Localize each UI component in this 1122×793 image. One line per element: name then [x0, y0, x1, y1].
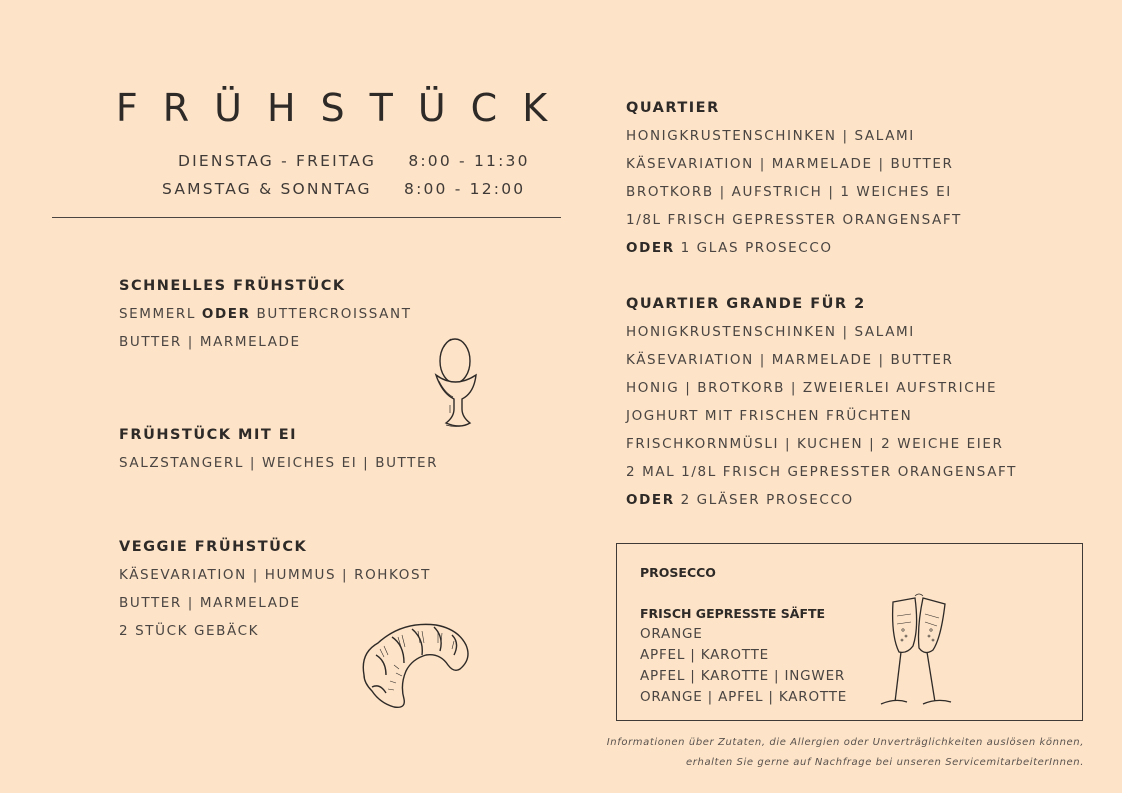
juice-item: ORANGE | APFEL | KAROTTE	[640, 689, 848, 705]
menu-line: HONIGKRUSTENSCHINKEN | SALAMI	[626, 324, 915, 340]
menu-line: BUTTER | MARMELADE	[119, 334, 301, 350]
menu-line: KÄSEVARIATION | MARMELADE | BUTTER	[626, 352, 954, 368]
section-heading: FRÜHSTÜCK MIT EI	[119, 427, 298, 443]
section-quartier-grande	[626, 296, 1017, 514]
section-schnelles-fruehstueck	[119, 278, 412, 356]
hours-days: DIENSTAG - FREITAG	[178, 152, 377, 170]
hours-days: SAMSTAG & SONNTAG	[162, 180, 372, 198]
hours-row	[162, 180, 525, 198]
allergen-note-line: Informationen über Zutaten, die Allergien oder Unverträglichkeiten auslösen können,	[606, 737, 1084, 748]
section-heading: QUARTIER GRANDE FÜR 2	[626, 296, 866, 312]
allergen-note-line: erhalten Sie gerne auf Nachfrage bei unseren ServicemitarbeiterInnen.	[686, 757, 1084, 768]
menu-line: KÄSEVARIATION | HUMMUS | ROHKOST	[119, 567, 432, 583]
hours-time: 8:00 - 11:30	[408, 152, 530, 170]
croissant-icon	[354, 615, 472, 715]
menu-line: SEMMERL ODER BUTTERCROISSANT	[119, 306, 412, 322]
hours-time: 8:00 - 12:00	[404, 180, 526, 198]
menu-line: 2 STÜCK GEBÄCK	[119, 623, 260, 639]
juice-item: APFEL | KAROTTE | INGWER	[640, 668, 846, 684]
section-fruehstueck-mit-ei	[119, 427, 438, 477]
section-heading: QUARTIER	[626, 100, 720, 116]
menu-line: BROTKORB | AUFSTRICH | 1 WEICHES EI	[626, 184, 952, 200]
menu-line: JOGHURT MIT FRISCHEN FRÜCHTEN	[626, 408, 913, 424]
menu-line: HONIGKRUSTENSCHINKEN | SALAMI	[626, 128, 915, 144]
juice-item: APFEL | KAROTTE	[640, 647, 769, 663]
menu-line: HONIG | BROTKORB | ZWEIERLEI AUFSTRICHE	[626, 380, 998, 396]
page-title: FRÜHSTÜCK	[115, 86, 573, 130]
juice-item: ORANGE	[640, 626, 703, 642]
drinks-box	[616, 543, 1083, 721]
section-heading: VEGGIE FRÜHSTÜCK	[119, 539, 308, 555]
section-heading: SCHNELLES FRÜHSTÜCK	[119, 278, 346, 294]
menu-line: KÄSEVARIATION | MARMELADE | BUTTER	[626, 156, 954, 172]
menu-line: BUTTER | MARMELADE	[119, 595, 301, 611]
menu-line: SALZSTANGERL | WEICHES EI | BUTTER	[119, 455, 439, 471]
menu-line: 2 MAL 1/8L FRISCH GEPRESSTER ORANGENSAFT	[626, 464, 1018, 480]
menu-line: ODER 2 GLÄSER PROSECCO	[626, 492, 854, 508]
champagne-glasses-icon	[875, 594, 971, 714]
prosecco-heading: PROSECCO	[640, 565, 716, 580]
menu-line: 1/8L FRISCH GEPRESSTER ORANGENSAFT	[626, 212, 962, 228]
menu-line: FRISCHKORNMÜSLI | KUCHEN | 2 WEICHE EIER	[626, 436, 1004, 452]
juices-heading: FRISCH GEPRESSTE SÄFTE	[640, 606, 826, 621]
menu-line: ODER 1 GLAS PROSECCO	[626, 240, 833, 256]
hours-row	[178, 152, 530, 170]
section-quartier	[626, 100, 962, 262]
egg-in-cup-icon	[430, 335, 482, 435]
header-divider	[52, 217, 561, 218]
juices-list	[640, 624, 847, 708]
